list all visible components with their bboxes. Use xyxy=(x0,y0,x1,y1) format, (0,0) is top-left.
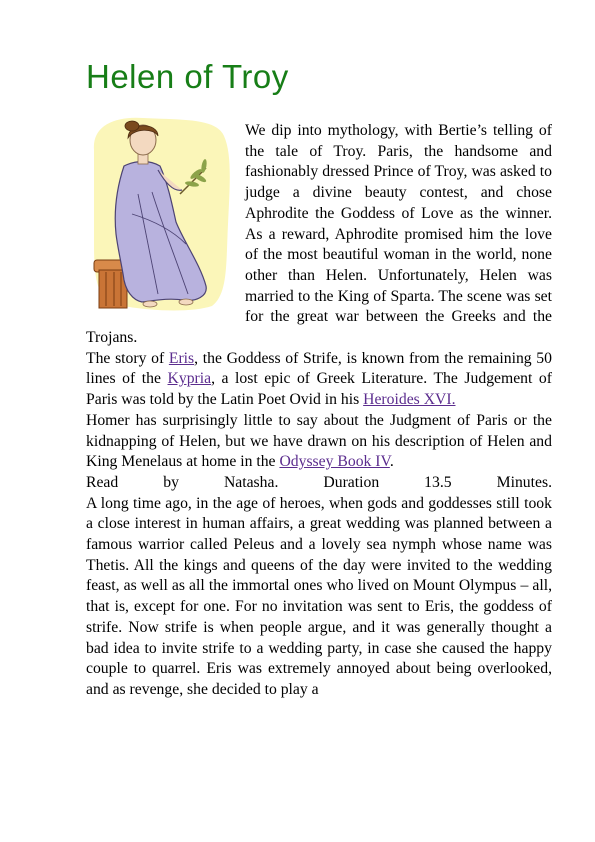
text-span: . xyxy=(389,453,394,471)
kypria-link[interactable]: Kypria xyxy=(167,370,212,388)
text-span: Homer has surprisingly little to say about the Judgment of Paris or the kidnapping of Helen, but we have drawn on his description of Helen and King Menelaus at home in the xyxy=(86,411,552,471)
story-paragraph: A long time ago, in the age of heroes, when gods and goddesses still took a close interest in human affairs, a great wedding was planned between a famous warrior called Peleus and a lovely sea nymph whose name was Thetis. All the kings and queens of the day were invited to the wedding feast, as well as all the immortal ones who lived on Mount Olympus – all, that is, except for one. For no invitation was sent to Eris, the goddess of strife. Now strife is when people argue, and it was generally thought a bad idea to invite strife to a wedding party, in case she caused the happy couple to quarrel. Eris was extremely annoyed about being overlooked, and as revenge, she decided to play a xyxy=(86,494,552,698)
text-span: , the Goddess of Strife, is known from the remaining 50 lines of the xyxy=(86,349,552,388)
illustration-spacer xyxy=(86,121,245,319)
odyssey-link[interactable]: Odyssey Book IV xyxy=(279,453,390,471)
text-span: , a lost epic of Greek Literature. The Judgement of Paris was told by the Latin Poet Ovid in his xyxy=(86,370,552,409)
text-span: The story of xyxy=(86,349,169,367)
eris-link[interactable]: Eris xyxy=(168,349,195,367)
sources-paragraph xyxy=(86,349,552,411)
narrator-line: Read by Natasha. Duration 13.5 Minutes. xyxy=(86,473,552,491)
heroides-link[interactable]: Heroides XVI. xyxy=(363,391,456,409)
article-body xyxy=(86,121,552,701)
page-title: Helen of Troy xyxy=(86,58,289,95)
intro-paragraph: We dip into mythology, with Bertie’s telling of the tale of Troy. Paris, the handsome and fashionably dressed Prince of Troy, was asked to judge a divine beauty contest, and chose Aphrodite the Goddess of Love as the winner. As a reward, Aphrodite promised him the love of the most beautiful woman in the world, none other than Helen. Unfortunately, Helen was married to the King of Sparta. The scene was set for the great war between the Greeks and the Trojans. xyxy=(86,122,552,347)
homer-paragraph xyxy=(86,411,552,473)
